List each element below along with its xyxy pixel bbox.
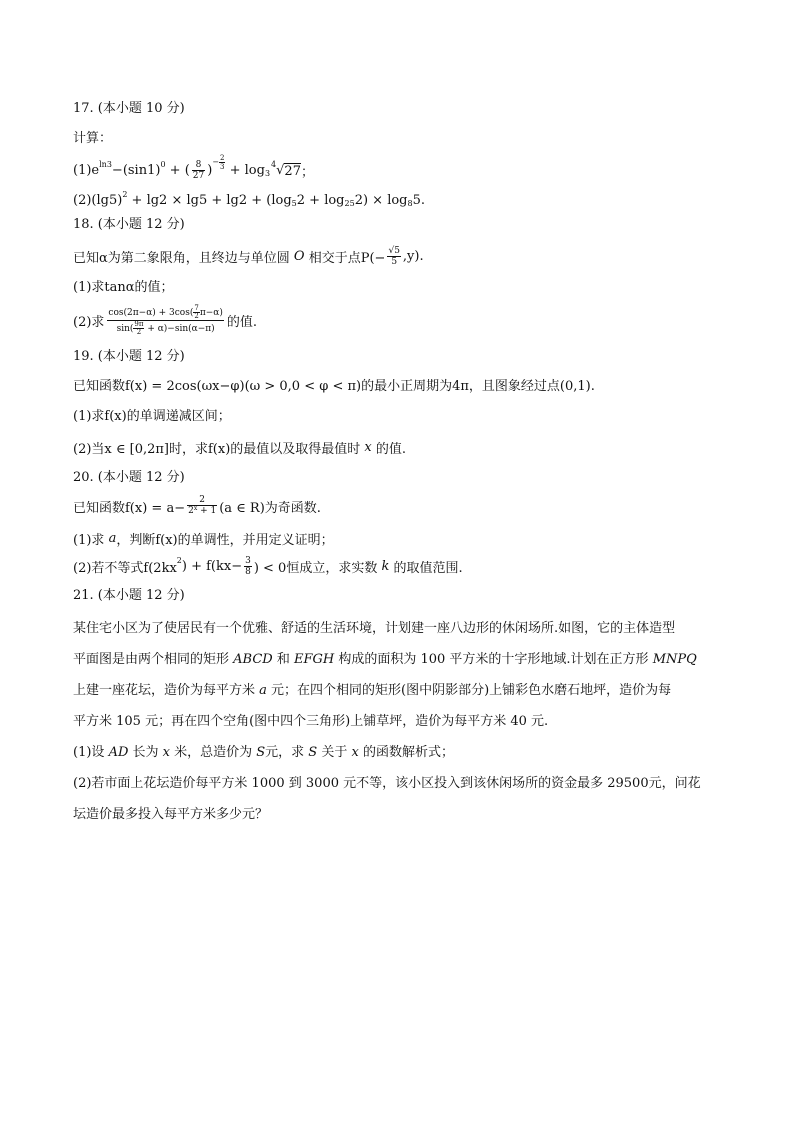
- q18-text: 已知α为第二象限角，且终边与单位圆: [73, 251, 294, 266]
- numerator: 8: [195, 160, 202, 170]
- q20-text: ) < 0恒成立，求实数: [253, 561, 382, 576]
- q20-text: ，判断f(x)的单调性，并用定义证明；: [116, 533, 334, 548]
- shape-label: EFGH: [293, 652, 335, 667]
- q21-text: 上建一座花坛，造价为每平方米: [73, 683, 260, 698]
- q21-body: [73, 613, 723, 830]
- variable: x: [162, 745, 170, 760]
- q18-heading: 18. (本小题 12 分): [73, 217, 185, 232]
- q17-p1-text: + (: [165, 163, 190, 178]
- q19-part1: (1)求f(x)的单调递减区间；: [73, 409, 231, 424]
- q18-part2: [73, 305, 723, 336]
- q17-p2-text: (2)(lg5): [73, 193, 123, 208]
- q18-stem: [73, 246, 723, 267]
- numerator: 2: [220, 154, 225, 162]
- q21-text: 元；在四个相同的矩形(图中阴影部分)上铺彩色水磨石地坪，造价为每: [266, 683, 672, 698]
- q20-text: (a ∈ R)为奇函数.: [219, 500, 321, 516]
- q20-part1: [73, 529, 723, 548]
- numerator: 9π: [134, 320, 144, 328]
- q17-heading: 17. (本小题 10 分): [73, 101, 185, 116]
- q21-text: 的函数解析式；: [358, 745, 454, 760]
- variable: S: [256, 745, 266, 760]
- denominator: 8: [245, 567, 251, 577]
- q21-heading: 21. (本小题 12 分): [73, 588, 185, 603]
- q21-line: 某住宅小区为了使居民有一个优雅、舒适的生活环境，计划建一座八边形的休闲场所.如图，它的主体造型: [73, 621, 676, 636]
- log-base: 25: [344, 199, 355, 208]
- q17-intro: 计算：: [73, 131, 113, 146]
- q18-p2-text: (2)求: [73, 315, 105, 330]
- q21-text: 和: [272, 652, 294, 667]
- variable: x: [364, 440, 372, 455]
- q17-p1-text: −(sin1): [111, 163, 161, 178]
- q21-text: (1)设: [73, 745, 109, 760]
- q17-p1-exp: 0: [160, 160, 166, 169]
- fraction: [187, 495, 217, 517]
- big-fraction: [107, 305, 223, 336]
- den-base: 2: [188, 506, 194, 516]
- minus: −: [212, 157, 219, 167]
- q17-p1-exp: ln3: [99, 160, 112, 169]
- variable: x: [351, 745, 359, 760]
- q19-text: (2)当x ∈ [0,2π]时，求f(x)的最值以及取得最值时: [73, 442, 365, 457]
- q20-part2: [73, 556, 723, 577]
- den-exp: x: [193, 505, 198, 512]
- denominator: 2: [194, 312, 199, 320]
- q17-p2-text: 5.: [412, 193, 425, 208]
- fraction: [244, 556, 252, 577]
- denominator: [116, 321, 216, 336]
- q17-p2-text: 2) × log: [354, 193, 408, 208]
- variable: a: [108, 531, 117, 546]
- q17-p2-text: 2 + log: [296, 193, 345, 208]
- denominator: 27: [192, 171, 205, 181]
- q17-p2-text: + lg2 × lg5 + lg2 + (log: [127, 193, 292, 208]
- q20-text: 的取值范围.: [389, 561, 463, 576]
- numerator: 2: [199, 495, 206, 505]
- q18-part1: (1)求tanα的值；: [73, 280, 174, 295]
- numerator: [107, 305, 223, 320]
- q20-stem: [73, 495, 723, 517]
- variable: S: [308, 745, 318, 760]
- variable: a: [259, 683, 267, 698]
- shape-label: ABCD: [233, 652, 273, 667]
- q18-text: ,y).: [402, 249, 424, 264]
- q17-p1-text: + log: [225, 163, 265, 178]
- q21-line: [73, 675, 723, 706]
- q20-text: (1)求: [73, 533, 109, 548]
- root-index: 4: [271, 160, 277, 169]
- radicand: 27: [284, 163, 301, 179]
- log-base: 3: [264, 169, 271, 178]
- exponent: [212, 154, 225, 171]
- num-text: cos(2π−α) + 3cos(: [108, 308, 194, 318]
- fraction: [192, 160, 205, 181]
- q17-p1-text: (1)e: [73, 163, 100, 178]
- q21-line: 平方米 105 元；再在四个空角(图中四个三角形)上铺草坪，造价为每平方米 40 元.: [73, 714, 549, 729]
- q21-text: 米，总造价为: [169, 745, 257, 760]
- numerator: √5: [388, 246, 400, 256]
- exponent: 2: [176, 556, 182, 565]
- q21-text: 元，求: [265, 745, 309, 760]
- q20-text: (2)若不等式f(2kx: [73, 561, 177, 576]
- q17-part2: [73, 190, 723, 208]
- q20-text: ) + f(kx−: [181, 559, 243, 574]
- denominator: 5: [391, 257, 398, 267]
- q19-part2: [73, 438, 723, 457]
- q21-part2: (2)若市面上花坛造价每平方米 1000 到 3000 元不等，该小区投入到该休闲场所的资金最多 29500元，问花: [73, 776, 701, 791]
- q21-text: 长为: [128, 745, 163, 760]
- q18-text: 相交于点P(−: [304, 251, 386, 266]
- q18-p2-text: 的值.: [226, 315, 258, 330]
- den-text: sin(: [116, 324, 134, 334]
- q21-part1: [73, 737, 723, 768]
- shape-label: MNPQ: [652, 652, 697, 667]
- den-tail: + 1: [197, 506, 217, 516]
- numerator: 3: [245, 556, 251, 566]
- q20-text: 已知函数f(x) = a−: [73, 500, 186, 516]
- q19-text: 的值.: [371, 442, 407, 457]
- q17-p1-text: ): [207, 163, 213, 178]
- q21-text: 平面图是由两个相同的矩形: [73, 652, 234, 667]
- q21-line: [73, 644, 723, 675]
- q21-text: 关于: [317, 745, 352, 760]
- q19-heading: 19. (本小题 12 分): [73, 349, 185, 364]
- point-label: O: [293, 249, 305, 264]
- fraction: [387, 246, 400, 267]
- q21-part2-cont: 坛造价最多投入每平方米多少元？: [73, 807, 269, 822]
- q17-p1-text: ；: [300, 165, 314, 180]
- segment-label: AD: [108, 745, 129, 760]
- radical-icon: √: [276, 163, 285, 178]
- exam-page: [73, 100, 723, 830]
- variable: k: [381, 559, 390, 574]
- den-text: + α)−sin(α−π): [144, 324, 215, 334]
- denominator: 3: [220, 163, 225, 171]
- log-base: 8: [407, 199, 413, 208]
- q21-text: 构成的面积为 100 平方米的十字形地域.计划在正方形: [334, 652, 653, 667]
- numerator: 7: [194, 304, 199, 312]
- q19-stem: 已知函数f(x) = 2cos(ωx−φ)(ω > 0,0 < φ < π)的最小正周期为4π，且图象经过点(0,1).: [73, 379, 595, 394]
- num-text: π−α): [199, 308, 223, 318]
- q20-heading: 20. (本小题 12 分): [73, 470, 185, 485]
- log-base: 5: [291, 199, 297, 208]
- denominator: 2: [136, 328, 142, 336]
- q17-part1: [73, 154, 723, 181]
- exponent: 2: [122, 190, 128, 199]
- denominator: [187, 506, 217, 517]
